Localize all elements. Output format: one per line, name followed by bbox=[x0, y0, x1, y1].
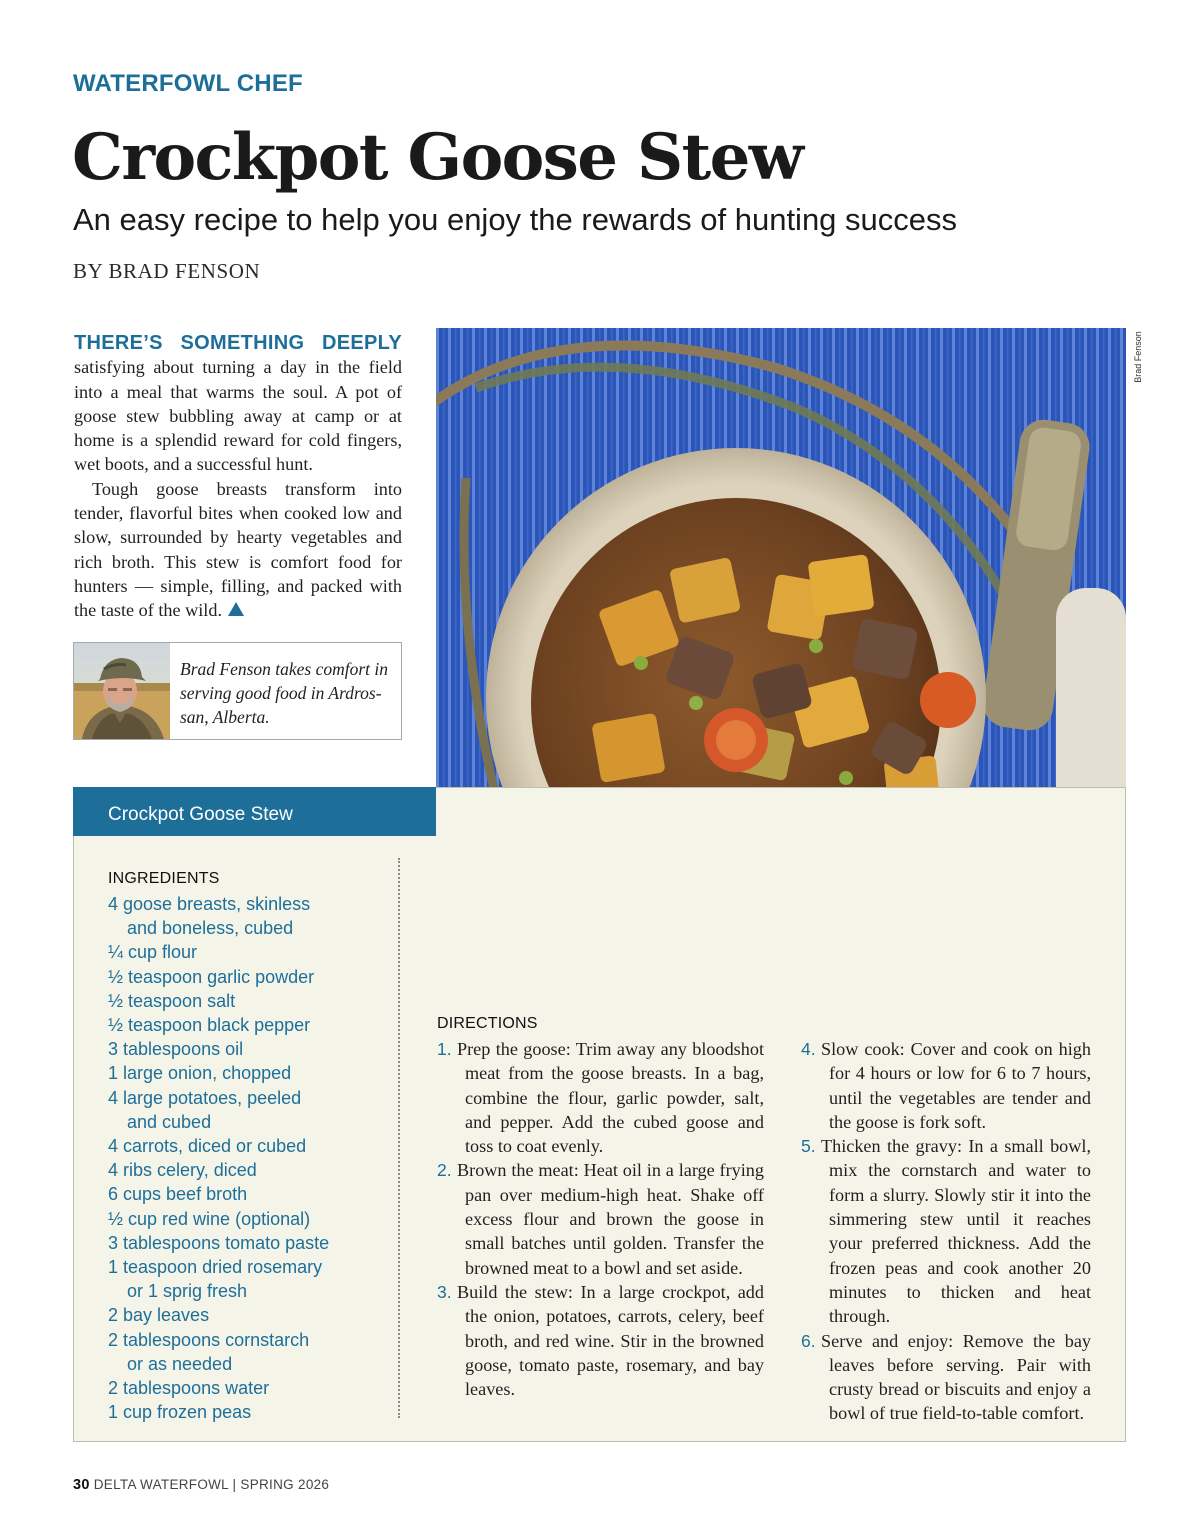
step-text: Thicken the gravy: In a small bowl, mix the cornstarch and water to form a slurry. Slowly stir it into the simmering stew until it reaches your preferred thickness. Add the frozen peas and cook another 20 minutes to thicken and heat through. bbox=[821, 1136, 1091, 1327]
ingredients-heading: INGREDIENTS bbox=[108, 870, 220, 887]
ingredient-item: ¼ cup flour bbox=[108, 942, 198, 963]
lead-in: THERE’S SOMETHING DEEPLY bbox=[74, 332, 402, 354]
direction-step bbox=[801, 1134, 1091, 1328]
ingredient-item: 1 teaspoon dried rosemary bbox=[108, 1257, 323, 1278]
direction-step bbox=[801, 1037, 1091, 1134]
step-number: 5. bbox=[801, 1136, 816, 1157]
ingredient-item: 4 large potatoes, peeled bbox=[108, 1087, 302, 1108]
recipe-header: Crockpot Goose Stew bbox=[73, 787, 436, 836]
ingredient-item: ½ teaspoon garlic powder bbox=[108, 966, 315, 987]
ingredient-item: ½ teaspoon salt bbox=[108, 990, 236, 1011]
step-number: 4. bbox=[801, 1039, 816, 1059]
intro-text bbox=[74, 331, 402, 623]
intro-paragraph-1 bbox=[74, 331, 402, 477]
directions-column-1 bbox=[437, 1037, 764, 1401]
intro-paragraph-1-text: satisfying about turning a day in the field into a meal that warms the soul. A pot of goose stew bubbling away at camp or at home is a splendid reward for cold fingers, wet boots, and a successful hunt. bbox=[74, 357, 402, 475]
ingredient-item: or 1 sprig fresh bbox=[127, 1281, 248, 1302]
section-kicker: WATERFOWL CHEF bbox=[73, 70, 303, 97]
ingredient-item: 6 cups beef broth bbox=[108, 1184, 248, 1205]
step-text: Prep the goose: Trim away any bloodshot meat from the goose breasts. In a bag, combine the flour, garlic powder, salt, and pepper. Add the cubed goose and toss to coat evenly. bbox=[457, 1039, 764, 1157]
article-title: Crockpot Goose Stew bbox=[72, 120, 803, 195]
byline: BY BRAD FENSON bbox=[73, 259, 261, 283]
ingredient-item: and cubed bbox=[127, 1111, 212, 1132]
direction-step bbox=[437, 1280, 764, 1401]
direction-step bbox=[437, 1037, 764, 1158]
author-portrait-image bbox=[74, 643, 170, 739]
step-text: Build the stew: In a large crockpot, add the onion, potatoes, carrots, celery, beef broth, and red wine. Stir in the browned goose, tomato paste, rosemary, and bay leaves. bbox=[457, 1281, 764, 1400]
ingredient-item: 4 goose breasts, skinless bbox=[108, 894, 311, 914]
ingredient-item: 4 carrots, diced or cubed bbox=[108, 1136, 307, 1157]
ingredient-item: 3 tablespoons tomato paste bbox=[108, 1232, 330, 1253]
author-caption: Brad Fenson takes comfort in serving good food in Ardros-san, Alberta. bbox=[180, 659, 389, 727]
footer-text: DELTA WATERFOWL | SPRING 2026 bbox=[93, 1477, 330, 1492]
photo-credit-text: Brad Fenson bbox=[1133, 331, 1143, 383]
author-bio-box bbox=[73, 642, 402, 740]
step-number: 2. bbox=[437, 1160, 452, 1181]
ingredient-item: 2 tablespoons water bbox=[108, 1378, 270, 1399]
step-text: Brown the meat: Heat oil in a large frying pan over medium-high heat. Shake off excess flour and brown the goose in small batches until golden. Transfer the browned meat to a bowl and set aside. bbox=[457, 1160, 764, 1278]
ingredient-item: ½ teaspoon black pepper bbox=[108, 1015, 311, 1036]
ingredient-item: 4 ribs celery, diced bbox=[108, 1160, 257, 1181]
ingredient-item: or as needed bbox=[127, 1353, 233, 1374]
page-number: 30 bbox=[73, 1477, 90, 1493]
ingredients-list bbox=[108, 892, 329, 1424]
ingredient-item: 2 tablespoons cornstarch bbox=[108, 1329, 310, 1350]
ingredient-item: and boneless, cubed bbox=[127, 918, 294, 939]
ingredient-item: ½ cup red wine (optional) bbox=[108, 1208, 311, 1229]
directions-heading: DIRECTIONS bbox=[437, 1015, 538, 1032]
article-subtitle: An easy recipe to help you enjoy the rewards of hunting success bbox=[73, 202, 958, 237]
ingredient-item: 1 large onion, chopped bbox=[108, 1063, 292, 1084]
photo-credit bbox=[1131, 330, 1145, 390]
direction-step bbox=[437, 1158, 764, 1279]
intro-paragraph-2-text: Tough goose breasts transform into tender, flavorful bites when cooked low and slow, surrounded by hearty vegetables and rich broth. This stew is comfort food for hunters — simple, filling, and packed with the taste of the wild. bbox=[74, 478, 402, 621]
directions-column-2 bbox=[801, 1037, 1091, 1426]
direction-step bbox=[801, 1329, 1091, 1426]
step-number: 3. bbox=[437, 1281, 452, 1302]
author-photo bbox=[74, 643, 170, 739]
column-divider bbox=[398, 858, 400, 1418]
ingredient-item: 3 tablespoons oil bbox=[108, 1039, 244, 1060]
page-footer bbox=[73, 1477, 329, 1493]
ingredient-item: 1 cup frozen peas bbox=[108, 1402, 252, 1423]
intro-paragraph-2 bbox=[74, 477, 402, 623]
step-number: 1. bbox=[437, 1039, 452, 1059]
step-number: 6. bbox=[801, 1330, 816, 1351]
end-mark-icon bbox=[228, 602, 244, 616]
step-text: Serve and enjoy: Remove the bay leaves before serving. Pair with crusty bread or biscuits and enjoy a bowl of true field-to-table comfort. bbox=[821, 1330, 1091, 1424]
step-text: Slow cook: Cover and cook on high for 4 hours or low for 6 to 7 hours, until the vegetables are tender and the goose is fork soft. bbox=[821, 1039, 1091, 1132]
ingredient-item: 2 bay leaves bbox=[108, 1305, 210, 1326]
